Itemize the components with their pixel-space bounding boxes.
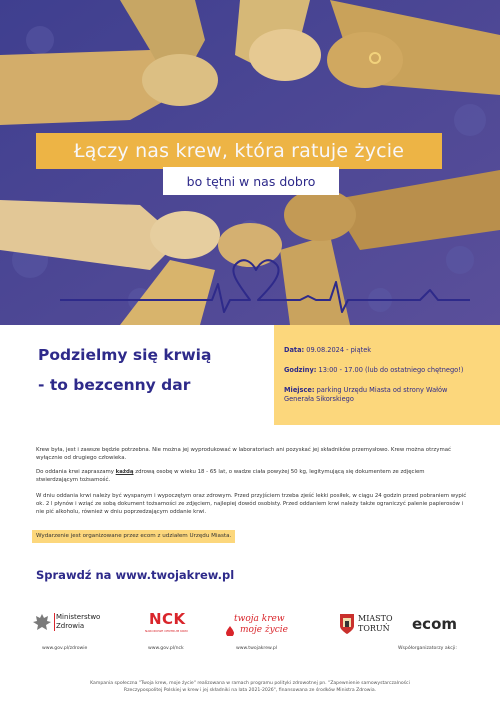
- place-row: [284, 386, 447, 395]
- campaign-url[interactable]: www.twojakrew.pl: [236, 646, 278, 651]
- footer-disclaimer: [60, 680, 440, 694]
- paragraph-1: Krew była, jest i zawsze będzie potrzebna. Nie można jej wyprodukować w laboratoriach ani pozyskać jej składników przemysłowo. Krew można otrzymać wyłącznie od drugiego człowieka.: [36, 447, 451, 461]
- date-value: 09.08.2024 - piątek: [306, 346, 372, 354]
- place-value-2: Generała Sikorskiego: [284, 395, 354, 403]
- paragraph-3: W dniu oddania krwi należy być wyspanym i wypoczętym oraz zdrowym. Przed przyjściem trzeba zjeść lekki posiłek, w ciągu 24 godzin przed pobraniem wypić ok. 2 l płynów i wziąć ze sobą dokument tożsamości ze zdjęciem, najlepiej dowód osobisty. Przed oddaniem krwi należy także ograniczyć palenie papierosów i nie pić alkoholu, również w dniu poprzedzającym oddanie krwi.: [36, 493, 467, 515]
- paragraph-2: [36, 468, 468, 484]
- hours-value: 13:00 - 17.00 (lub do ostatniego chętnego!): [318, 366, 464, 374]
- ecom-logo: [412, 614, 457, 633]
- ministry-url[interactable]: www.gov.pl/zdrowie: [42, 646, 88, 651]
- ministry-name-1: Ministerstwo: [56, 613, 101, 621]
- paragraph-2-end: zdrową osobę w wieku 18 - 65 lat, o wadze ciała powyżej 50 kg, legitymującą się dokumentem ze zdjęciem stwierdzającym tożsamość.: [36, 469, 425, 483]
- hours-row: [284, 366, 463, 375]
- headline-banner: [36, 133, 442, 169]
- date-row: [284, 346, 371, 355]
- campaign-logo: [226, 612, 296, 638]
- lead-line-2: - to bezcenny dar: [38, 376, 191, 394]
- ministry-name-2: Zdrowia: [56, 622, 85, 630]
- lead-line-1: Podzielmy się krwią: [38, 346, 212, 364]
- nck-url[interactable]: www.gov.pl/nck: [148, 646, 184, 651]
- coorganizers-label: Współorganizatorzy akcji:: [398, 646, 457, 651]
- torun-logo: [340, 612, 400, 640]
- lead-panel: [0, 325, 274, 425]
- ecom-wordmark: ecom: [412, 615, 457, 633]
- place-row-2: [284, 395, 354, 404]
- paragraph-2-start: Do oddania krwi zapraszamy: [36, 469, 116, 475]
- footer-line-1: Kampania społeczna "Twoja krew, moje życie" realizowana w ramach programu polityki zdrowotnej pn. "Zapewnienie samowystarczalności: [90, 681, 410, 686]
- nck-letters: NCK: [149, 610, 186, 628]
- place-value-1: parking Urzędu Miasta od strony Wałów: [316, 386, 448, 394]
- date-label: Data:: [284, 346, 305, 354]
- torun-coat-of-arms-icon: [340, 614, 354, 634]
- hero-photo: [0, 0, 500, 325]
- hours-label: Godziny:: [284, 366, 317, 374]
- headline-text: Łączy nas krew, która ratuje życie: [73, 140, 405, 162]
- footer-line-2: Rzeczypospolitej Polskiej w krew i jej składniki na lata 2021-2026", finansowana ze środków Ministra Zdrowia.: [123, 688, 377, 693]
- details-panel: [274, 325, 500, 425]
- campaign-line-1: twoja krew: [234, 614, 285, 624]
- subheadline-text: bo tętni w nas dobro: [186, 173, 316, 189]
- subheadline-banner: [163, 167, 339, 195]
- blood-drop-icon: [226, 626, 234, 636]
- eagle-emblem-icon: [32, 612, 52, 634]
- torun-line-1: MIASTO: [358, 614, 393, 623]
- place-label: Miejsce:: [284, 386, 315, 394]
- nck-subtitle: NARODOWE CENTRUM KRWI: [145, 629, 188, 633]
- torun-line-2: TORUŃ: [358, 624, 390, 633]
- website-callout[interactable]: Sprawdź na www.twojakrew.pl: [36, 568, 235, 582]
- paragraph-2-emphasis: każdą: [115, 469, 134, 475]
- organizer-note: Wydarzenie jest organizowane przez ecom z udziałem Urzędu Miasta.: [32, 530, 235, 543]
- nck-logo: [145, 610, 189, 636]
- ministry-logo: [32, 612, 112, 636]
- campaign-line-2: moje życie: [240, 625, 289, 635]
